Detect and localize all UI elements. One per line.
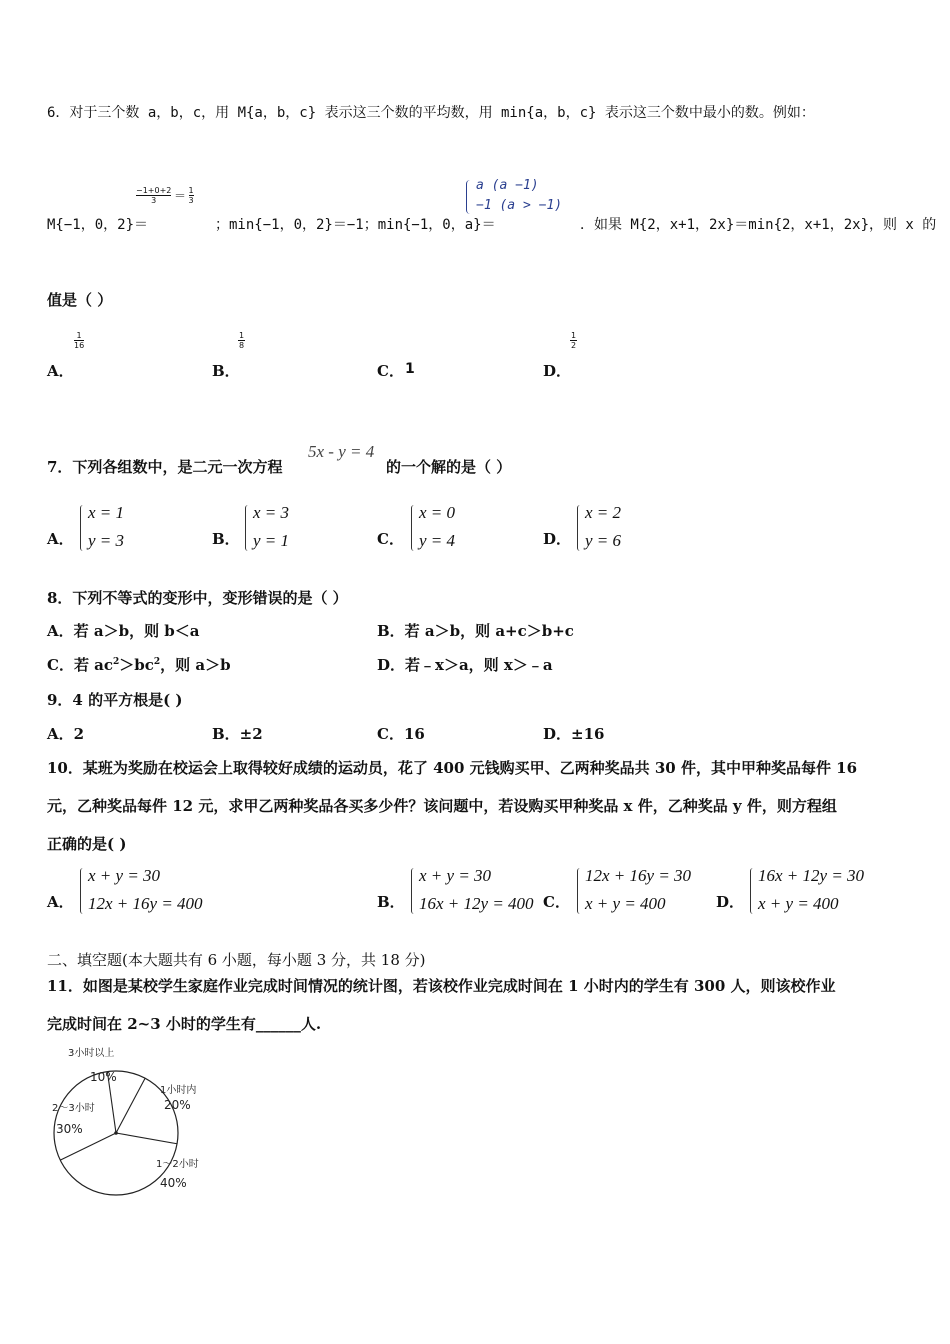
q9-option-a[interactable]: A．2 xyxy=(47,725,85,743)
q6-frac-eq: ＝ xyxy=(173,189,186,203)
q8-option-c[interactable] xyxy=(47,654,231,675)
q7-option-d-brace xyxy=(577,505,582,551)
q6-option-b-value[interactable] xyxy=(238,331,245,350)
q7-option-c-label[interactable]: C． xyxy=(377,530,404,548)
q7-stem-b: 的一个解的是（ ） xyxy=(386,458,512,476)
q6-option-b-den: 8 xyxy=(239,341,245,350)
q7-option-a-eq1: x = 1 xyxy=(88,503,125,522)
q10-option-a-label[interactable]: A． xyxy=(47,893,74,911)
q6-cases-brace xyxy=(466,180,472,214)
q6-line3: 值是（ ） xyxy=(47,291,113,309)
pie-label-1: 1小时内 xyxy=(160,1085,197,1096)
q6-option-d-num: 1 xyxy=(571,331,577,340)
q7-option-a-label[interactable]: A． xyxy=(47,530,74,548)
q6-tail: ．如果 M{2，x+1，2x}＝min{2，x+1，2x}，则 x 的 xyxy=(580,217,937,233)
q10-option-d-brace xyxy=(750,868,755,914)
q11-line1: 11．如图是某校学生家庭作业完成时间情况的统计图，若该校作业完成时间在 1 小时内的学生有 300 人，则该校作业 xyxy=(47,977,836,995)
pie-chart xyxy=(40,1040,199,1200)
q6-option-c-value[interactable]: 1 xyxy=(405,361,415,377)
q6-option-d-value[interactable] xyxy=(570,331,577,350)
pie-label-0: 3小时以上 xyxy=(68,1048,115,1059)
q6-case1: a (a −1) xyxy=(476,178,539,193)
q10-line3: 正确的是( ) xyxy=(47,835,127,853)
q7-option-d-eq2: y = 6 xyxy=(585,531,622,550)
pie-pct-0: 10% xyxy=(90,1070,117,1084)
pie-label-3: 2～3小时 xyxy=(52,1103,95,1114)
q8-option-c-sup2: 2 xyxy=(153,657,161,667)
q10-option-c-eq1: 12x + 16y = 30 xyxy=(585,866,692,885)
q10-option-a-eq1: x + y = 30 xyxy=(88,866,161,885)
q10-option-c-label[interactable]: C． xyxy=(543,893,570,911)
q6-option-b-label[interactable]: B． xyxy=(212,362,240,380)
q8-option-b[interactable]: B．若 a＞b，则 a+c＞b+c xyxy=(377,622,574,640)
q7-option-b-brace xyxy=(245,505,250,551)
q6-option-a-value[interactable] xyxy=(74,331,84,350)
q10-option-c-brace xyxy=(577,868,582,914)
q7-option-b-system[interactable] xyxy=(245,503,315,555)
pie-center xyxy=(114,1131,118,1135)
q7-option-b-eq1: x = 3 xyxy=(253,503,290,522)
q7-option-b-eq2: y = 1 xyxy=(253,531,290,550)
q8-option-c-pre: C．若 ac xyxy=(47,656,114,674)
q6-option-d-label[interactable]: D． xyxy=(543,362,572,380)
pie-pct-3: 30% xyxy=(56,1122,83,1136)
q7-option-c-brace xyxy=(411,505,416,551)
q8-option-c-sup1: 2 xyxy=(113,657,120,667)
q6-line1: 6．对于三个数 a，b，c，用 M{a，b，c} 表示这三个数的平均数，用 min{a，b，c} 表示这三个数中最小的数。例如： xyxy=(47,105,815,121)
q6-cases xyxy=(466,178,576,218)
q10-option-c-system[interactable] xyxy=(577,866,707,918)
q7-option-c-system[interactable] xyxy=(411,503,481,555)
q10-option-d-eq1: 16x + 12y = 30 xyxy=(758,866,865,885)
q6-fraction xyxy=(136,186,194,205)
q10-option-b-system[interactable] xyxy=(411,866,541,918)
q6-frac-r-den: 3 xyxy=(188,196,194,205)
pie-pct-2: 40% xyxy=(160,1176,187,1190)
q7-option-c-eq2: y = 4 xyxy=(419,531,456,550)
q10-option-d-system[interactable] xyxy=(750,866,890,918)
q7-option-d-label[interactable]: D． xyxy=(543,530,572,548)
q10-line1: 10．某班为奖励在校运会上取得较好成绩的运动员，花了 400 元钱购买甲、乙两种奖品共 30 件，其中甲种奖品每件 16 xyxy=(47,759,858,777)
q7-option-a-brace xyxy=(80,505,85,551)
q7-option-d-system[interactable] xyxy=(577,503,647,555)
q11-line2: 完成时间在 2~3 小时的学生有______人. xyxy=(47,1015,322,1033)
pie-pct-1: 20% xyxy=(164,1098,191,1112)
q6-frac-r-num: 1 xyxy=(188,186,194,195)
q6-option-a-num: 1 xyxy=(74,331,84,341)
q6-option-b-num: 1 xyxy=(239,331,245,340)
q7-equation: 5x - y = 4 xyxy=(308,442,375,461)
q9-option-b[interactable]: B．±2 xyxy=(212,725,263,743)
q6-case2: −1 (a > −1) xyxy=(476,198,563,213)
q6-m-prefix: M{−1，0，2}＝ xyxy=(47,217,149,233)
q10-option-b-brace xyxy=(411,868,416,914)
pie-label-2: 1～2小时 xyxy=(156,1159,199,1170)
q10-option-b-label[interactable]: B． xyxy=(377,893,405,911)
q6-option-c-label[interactable]: C． xyxy=(377,362,404,380)
q6-frac-num: −1+0+2 xyxy=(136,186,172,195)
section-2-heading: 二、填空题(本大题共有 6 小题，每小题 3 分，共 18 分) xyxy=(47,951,426,969)
q10-option-a-brace xyxy=(80,868,85,914)
q6-option-a-den: 16 xyxy=(74,341,85,350)
q8-stem: 8．下列不等式的变形中，变形错误的是（ ） xyxy=(47,589,348,607)
q10-option-b-eq1: x + y = 30 xyxy=(419,866,492,885)
q6-option-d-den: 2 xyxy=(571,341,577,350)
q8-option-c-mid: ＞bc xyxy=(119,656,154,674)
q10-option-c-eq2: x + y = 400 xyxy=(585,894,666,913)
q10-option-b-eq2: 16x + 12y = 400 xyxy=(419,894,534,913)
q10-option-d-label[interactable]: D． xyxy=(716,893,745,911)
q7-stem-a: 7．下列各组数中，是二元一次方程 xyxy=(47,458,283,476)
q8-option-c-post: ，则 a＞b xyxy=(160,656,231,674)
q8-option-a[interactable]: A．若 a＞b，则 b＜a xyxy=(47,622,200,640)
q7-option-d-eq1: x = 2 xyxy=(585,503,622,522)
q7-option-c-eq1: x = 0 xyxy=(419,503,456,522)
q7-option-a-eq2: y = 3 xyxy=(88,531,125,550)
q9-stem: 9．4 的平方根是( ) xyxy=(47,691,183,709)
q10-option-d-eq2: x + y = 400 xyxy=(758,894,839,913)
q9-option-c[interactable]: C．16 xyxy=(377,725,425,743)
q7-option-b-label[interactable]: B． xyxy=(212,530,240,548)
q10-option-a-eq2: 12x + 16y = 400 xyxy=(88,894,203,913)
q10-option-a-system[interactable] xyxy=(80,866,220,918)
q7-option-a-system[interactable] xyxy=(80,503,150,555)
q9-option-d[interactable]: D．±16 xyxy=(543,725,605,743)
q6-frac-den: 3 xyxy=(151,196,157,205)
q6-option-a-label[interactable]: A． xyxy=(47,362,74,380)
q8-option-d[interactable]: D．若﹣x＞a，则 x＞﹣a xyxy=(377,656,553,674)
q10-line2: 元，乙种奖品每件 12 元，求甲乙两种奖品各买多少件？该问题中，若设购买甲种奖品 x 件，乙种奖品 y 件，则方程组 xyxy=(47,797,837,815)
q6-mid: ；min{−1，0，2}＝−1；min{−1，0，a}＝ xyxy=(215,217,496,233)
